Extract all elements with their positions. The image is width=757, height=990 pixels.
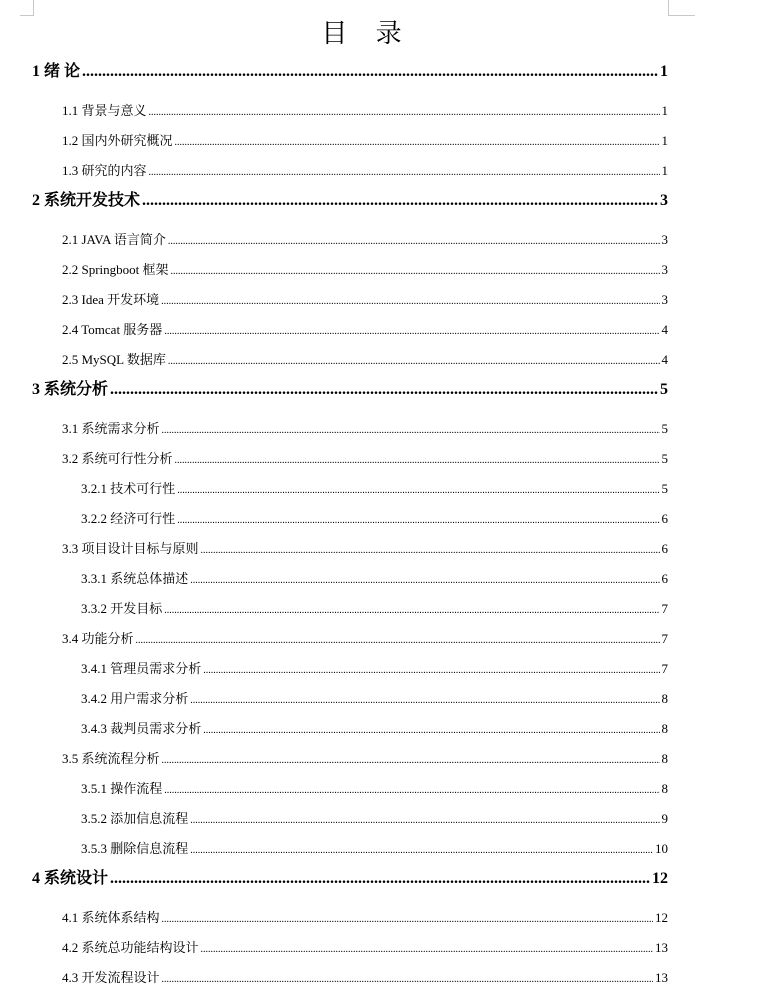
toc-entry-page: 7 (661, 601, 668, 616)
toc-entry[interactable] (81, 838, 668, 857)
toc-dot-leader (190, 695, 659, 706)
toc-entry-page: 1 (661, 163, 668, 178)
toc-entry-page: 3 (661, 262, 668, 277)
toc-entry[interactable] (81, 568, 668, 587)
toc-entry-page: 8 (661, 721, 668, 736)
toc-entry-page: 3 (661, 232, 668, 247)
toc-entry-page: 13 (655, 940, 668, 955)
toc-entry[interactable] (32, 865, 668, 888)
toc-dot-leader (164, 605, 659, 616)
toc-entry-label: 3.1 系统需求分析 (62, 421, 160, 436)
toc-dot-leader (177, 485, 659, 496)
toc-entry-label: 1.3 研究的内容 (62, 163, 147, 178)
toc-entry-label: 3.3.2 开发目标 (81, 601, 163, 616)
toc-entry-page: 5 (661, 451, 668, 466)
toc-entry-label: 4.1 系统体系结构 (62, 910, 160, 925)
toc-dot-leader (161, 296, 659, 307)
toc-dot-leader (175, 137, 660, 148)
toc-entry-page: 1 (661, 103, 668, 118)
toc-dot-leader (190, 815, 659, 826)
toc-entry[interactable] (81, 718, 668, 737)
toc-entry-label: 1.1 背景与意义 (62, 103, 147, 118)
toc-entry[interactable] (62, 130, 668, 149)
toc-entry-label: 3.5.2 添加信息流程 (81, 811, 189, 826)
toc-entry-label: 3.3 项目设计目标与原则 (62, 541, 199, 556)
toc-entry-label: 3.5 系统流程分析 (62, 751, 160, 766)
toc-entry-label: 3.2.2 经济可行性 (81, 511, 176, 526)
toc-entry-label: 3.4.2 用户需求分析 (81, 691, 189, 706)
toc-entry-page: 6 (661, 571, 668, 586)
toc-dot-leader (162, 755, 660, 766)
toc-entry[interactable] (62, 748, 668, 767)
toc-entry-page: 4 (661, 322, 668, 337)
toc-entry-label: 2.1 JAVA 语言简介 (62, 232, 166, 247)
toc-entry[interactable] (62, 349, 668, 368)
toc-dot-leader (149, 107, 660, 118)
toc-entry[interactable] (81, 658, 668, 677)
toc-entry-page: 12 (652, 870, 668, 887)
toc-entry-page: 13 (655, 970, 668, 985)
toc-entry[interactable] (81, 688, 668, 707)
toc-entry[interactable] (62, 448, 668, 467)
toc-dot-leader (136, 635, 660, 646)
toc-entry[interactable] (81, 508, 668, 527)
toc-entry[interactable] (62, 160, 668, 179)
toc-entry-label: 2.2 Springboot 框架 (62, 262, 169, 277)
toc-entry-label: 3 系统分析 (32, 381, 109, 398)
toc-entry-page: 4 (661, 352, 668, 367)
toc-dot-leader (110, 381, 658, 399)
toc-dot-leader (171, 266, 660, 277)
toc-dot-leader (201, 944, 653, 955)
toc-entry-page: 7 (661, 661, 668, 676)
toc-entry[interactable] (62, 289, 668, 308)
toc-entry-page: 12 (655, 910, 668, 925)
toc-title: 目 录 (321, 19, 412, 49)
toc-entry-label: 1 绪 论 (32, 63, 81, 80)
toc-entry[interactable] (32, 376, 668, 399)
toc-dot-leader (164, 326, 659, 337)
toc-entry[interactable] (81, 808, 668, 827)
toc-dot-leader (190, 575, 659, 586)
toc-entry-page: 1 (660, 63, 668, 80)
toc-dot-leader (168, 356, 660, 367)
toc-entry-label: 2.3 Idea 开发环境 (62, 292, 160, 307)
toc-entry-label: 4.3 开发流程设计 (62, 970, 160, 985)
toc-dot-leader (162, 914, 653, 925)
toc-entry-label: 3.2.1 技术可行性 (81, 481, 176, 496)
toc-entry[interactable] (62, 100, 668, 119)
toc-entry-page: 1 (661, 133, 668, 148)
toc-dot-leader (164, 785, 659, 796)
toc-entry-label: 4 系统设计 (32, 870, 109, 887)
toc-dot-leader (201, 545, 660, 556)
toc-entry-label: 4.2 系统总功能结构设计 (62, 940, 199, 955)
toc-entry-page: 6 (661, 541, 668, 556)
toc-entry-page: 3 (661, 292, 668, 307)
toc-entry[interactable] (62, 907, 668, 926)
toc-dot-leader (82, 63, 658, 81)
toc-entry-label: 2.4 Tomcat 服务器 (62, 322, 163, 337)
toc-entry-page: 10 (655, 841, 668, 856)
toc-entry-label: 1.2 国内外研究概况 (62, 133, 173, 148)
toc-entry[interactable] (62, 538, 668, 557)
toc-entry[interactable] (62, 418, 668, 437)
toc-entry-page: 8 (661, 691, 668, 706)
toc-entry[interactable] (62, 967, 668, 986)
toc-entry-page: 3 (660, 192, 668, 209)
toc-entry-label: 3.4.3 裁判员需求分析 (81, 721, 202, 736)
toc-dot-leader (190, 845, 653, 856)
toc-entry-label: 3.5.1 操作流程 (81, 781, 163, 796)
toc-dot-leader (149, 167, 660, 178)
toc-entry-label: 3.4 功能分析 (62, 631, 134, 646)
toc-dot-leader (142, 192, 658, 210)
toc-entry-page: 8 (661, 751, 668, 766)
toc-entry-label: 2.5 MySQL 数据库 (62, 352, 166, 367)
toc-dot-leader (162, 425, 660, 436)
toc-entry-page: 5 (661, 421, 668, 436)
toc-entry[interactable] (62, 937, 668, 956)
toc-entry-page: 6 (661, 511, 668, 526)
toc-dot-leader (168, 236, 660, 247)
toc-dot-leader (110, 870, 650, 888)
toc-dot-leader (203, 725, 659, 736)
toc-entry-page: 5 (661, 481, 668, 496)
toc-dot-leader (162, 974, 653, 985)
toc-entry-label: 3.2 系统可行性分析 (62, 451, 173, 466)
toc-entry-label: 3.4.1 管理员需求分析 (81, 661, 202, 676)
toc-entry[interactable] (62, 319, 668, 338)
toc-entry-label: 3.3.1 系统总体描述 (81, 571, 189, 586)
toc-entry[interactable] (32, 187, 668, 210)
toc-entry-label: 3.5.3 删除信息流程 (81, 841, 189, 856)
toc-entry[interactable] (32, 58, 668, 81)
toc-entry[interactable] (81, 778, 668, 797)
toc-entry-page: 9 (661, 811, 668, 826)
toc-entry-page: 5 (660, 381, 668, 398)
toc-entry[interactable] (62, 628, 668, 647)
toc-entry[interactable] (62, 259, 668, 278)
toc-entry-page: 8 (661, 781, 668, 796)
toc-dot-leader (203, 665, 659, 676)
toc-dot-leader (177, 515, 659, 526)
toc-entry-label: 2 系统开发技术 (32, 192, 141, 209)
toc-entry-page: 7 (661, 631, 668, 646)
toc-dot-leader (175, 455, 660, 466)
toc-entry[interactable] (81, 598, 668, 617)
toc-entry[interactable] (62, 229, 668, 248)
toc-entry[interactable] (81, 478, 668, 497)
